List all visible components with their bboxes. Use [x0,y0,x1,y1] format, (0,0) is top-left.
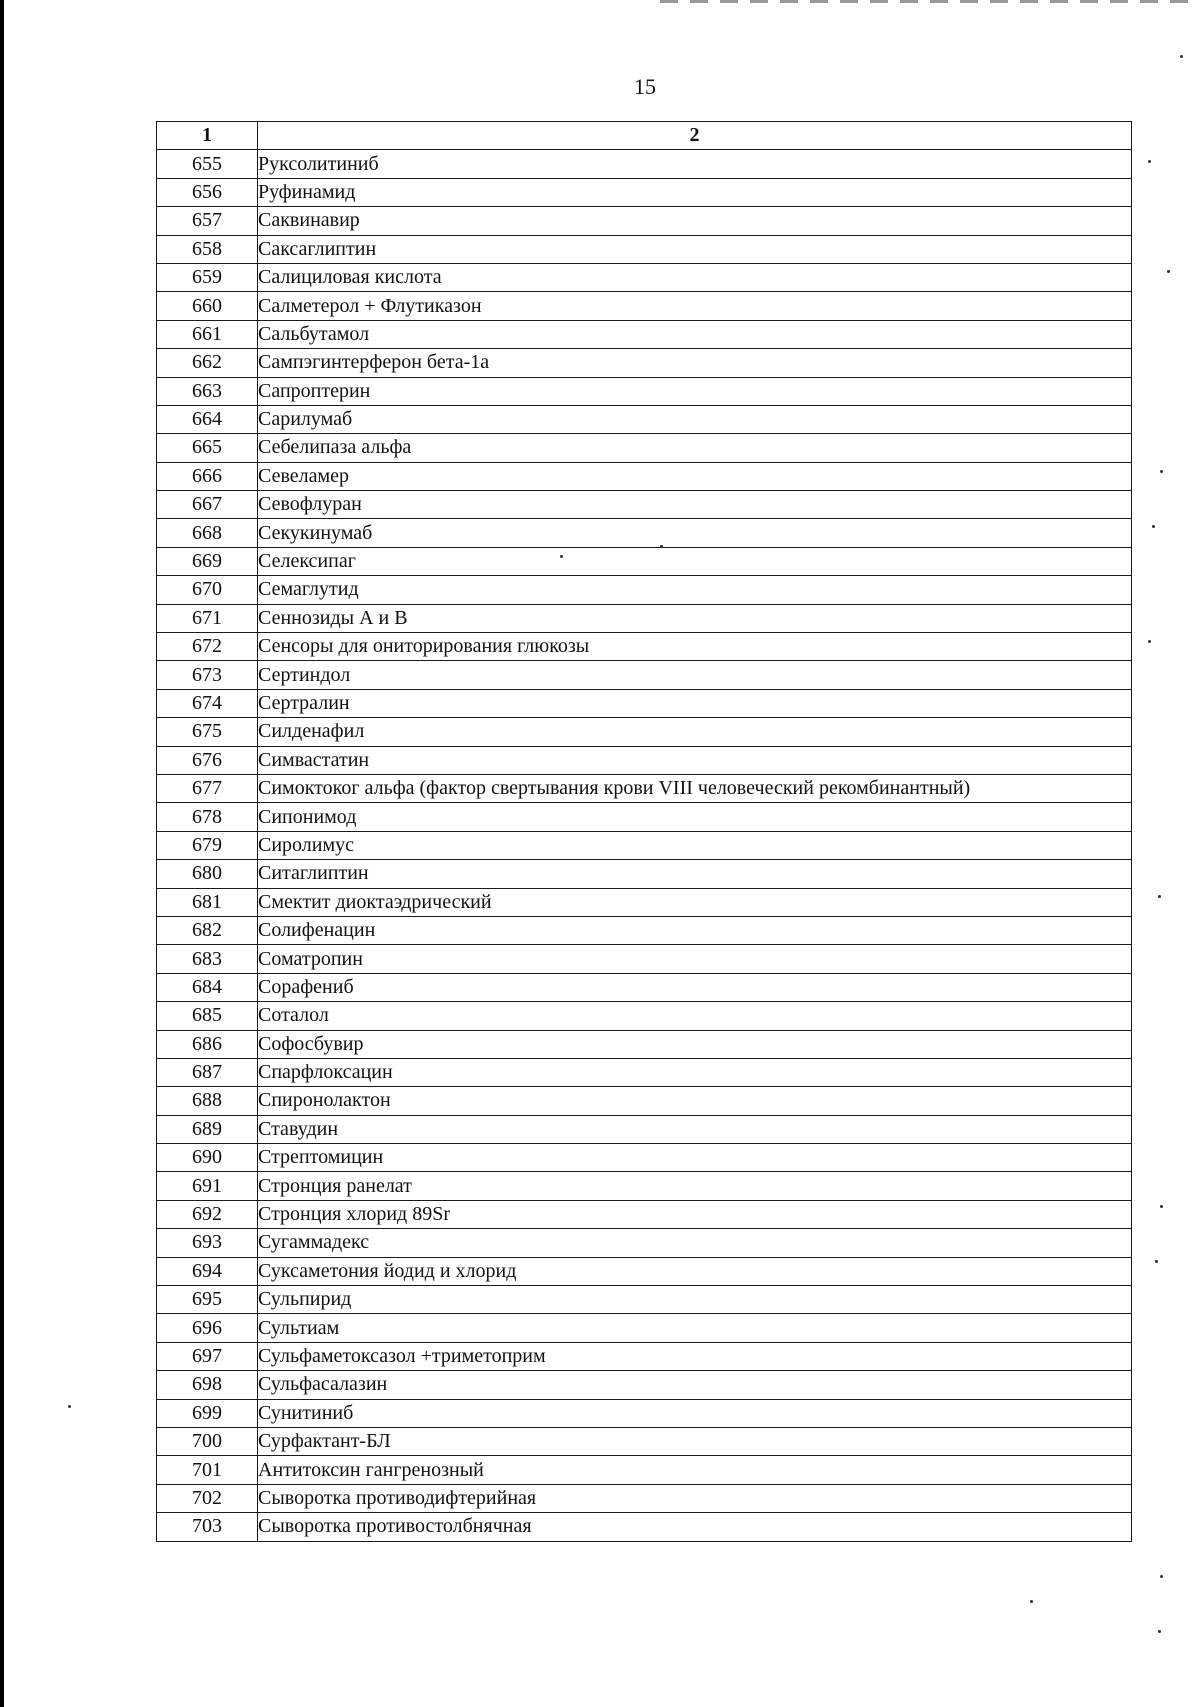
drug-name: Севофлуран [258,491,1132,519]
row-number: 682 [157,916,258,944]
drug-name: Сыворотка противодифтерийная [258,1484,1132,1512]
row-number: 669 [157,547,258,575]
drug-name: Саквинавир [258,207,1132,235]
row-number: 659 [157,263,258,291]
row-number: 692 [157,1200,258,1228]
drug-name: Саксаглиптин [258,235,1132,263]
row-number: 696 [157,1314,258,1342]
table-row [157,888,1132,916]
drug-name: Секукинумаб [258,519,1132,547]
drug-name: Сорафениб [258,973,1132,1001]
row-number: 656 [157,178,258,206]
table-row [157,1229,1132,1257]
table-row [157,1427,1132,1455]
drug-name: Салициловая кислота [258,263,1132,291]
drug-name: Антитоксин гангренозный [258,1456,1132,1484]
table-row [157,1513,1132,1541]
table-row [157,774,1132,802]
drug-name: Соталол [258,1002,1132,1030]
row-number: 695 [157,1286,258,1314]
drug-name: Солифенацин [258,916,1132,944]
drug-name: Симоктоког альфа (фактор свертывания крови VIII человеческий рекомбинантный) [258,774,1132,802]
row-number: 655 [157,150,258,178]
scan-speck [1160,1575,1163,1578]
drug-name: Руфинамид [258,178,1132,206]
table-row [157,1002,1132,1030]
drug-name: Сунитиниб [258,1399,1132,1427]
row-number: 681 [157,888,258,916]
row-number: 690 [157,1144,258,1172]
table-row [157,547,1132,575]
scan-speck [560,555,563,558]
table-row [157,1200,1132,1228]
row-number: 703 [157,1513,258,1541]
table-row [157,263,1132,291]
table-row [157,178,1132,206]
row-number: 672 [157,633,258,661]
drug-name: Сертиндол [258,661,1132,689]
scan-speck [1155,1260,1158,1263]
scan-speck [660,545,663,548]
scan-speck [1160,1205,1163,1208]
table-row [157,1371,1132,1399]
drug-name: Сарилумаб [258,405,1132,433]
table-row [157,405,1132,433]
row-number: 685 [157,1002,258,1030]
drug-name: Сурфактант-БЛ [258,1427,1132,1455]
row-number: 665 [157,434,258,462]
scan-edge [0,0,4,1707]
drug-name: Селексипаг [258,547,1132,575]
table-row [157,689,1132,717]
table-row [157,491,1132,519]
table-row [157,349,1132,377]
drug-name: Сампэгинтерферон бета-1а [258,349,1132,377]
drug-name: Сертралин [258,689,1132,717]
row-number: 702 [157,1484,258,1512]
table-row [157,320,1132,348]
drug-name: Сиролимус [258,831,1132,859]
scan-speck [1158,1630,1161,1633]
row-number: 671 [157,604,258,632]
table-row [157,576,1132,604]
row-number: 668 [157,519,258,547]
drug-name: Сапроптерин [258,377,1132,405]
row-number: 666 [157,462,258,490]
drug-name: Сенсоры для ониторирования глюкозы [258,633,1132,661]
row-number: 660 [157,292,258,320]
scan-speck [1152,525,1155,528]
scan-speck [68,1405,71,1408]
row-number: 670 [157,576,258,604]
row-number: 683 [157,945,258,973]
row-number: 689 [157,1115,258,1143]
drug-name: Себелипаза альфа [258,434,1132,462]
table-row [157,1286,1132,1314]
drug-name: Симвастатин [258,746,1132,774]
row-number: 693 [157,1229,258,1257]
table-row [157,718,1132,746]
table-row [157,1314,1132,1342]
drug-name: Суксаметония йодид и хлорид [258,1257,1132,1285]
row-number: 673 [157,661,258,689]
row-number: 661 [157,320,258,348]
table-header-row [157,122,1132,150]
table-row [157,746,1132,774]
drug-name: Стрептомицин [258,1144,1132,1172]
table-row [157,1058,1132,1086]
row-number: 697 [157,1342,258,1370]
row-number: 678 [157,803,258,831]
drug-name: Спиронолактон [258,1087,1132,1115]
row-number: 674 [157,689,258,717]
row-number: 664 [157,405,258,433]
table-row [157,1399,1132,1427]
drug-name: Семаглутид [258,576,1132,604]
drug-name: Сыворотка противостолбнячная [258,1513,1132,1541]
scan-speck [1030,1600,1033,1603]
drug-name: Стронция ранелат [258,1172,1132,1200]
table-row [157,973,1132,1001]
row-number: 688 [157,1087,258,1115]
table-row [157,1172,1132,1200]
row-number: 699 [157,1399,258,1427]
scan-speck [1167,270,1170,273]
row-number: 676 [157,746,258,774]
table-row [157,945,1132,973]
table-row [157,633,1132,661]
drug-name: Севеламер [258,462,1132,490]
table-row [157,1456,1132,1484]
row-number: 680 [157,860,258,888]
column-header-number: 1 [157,122,258,150]
scan-speck [1158,895,1161,898]
drug-name: Сульфасалазин [258,1371,1132,1399]
drug-name: Сульфаметоксазол +триметоприм [258,1342,1132,1370]
table-row [157,462,1132,490]
row-number: 662 [157,349,258,377]
table-row [157,1030,1132,1058]
drug-name: Силденафил [258,718,1132,746]
table-row [157,803,1132,831]
drug-name: Сеннозиды А и В [258,604,1132,632]
drug-list-table [156,121,1132,1542]
table-row [157,1144,1132,1172]
table-row [157,1342,1132,1370]
drug-name: Соматропин [258,945,1132,973]
row-number: 677 [157,774,258,802]
table-row [157,292,1132,320]
table-row [157,150,1132,178]
table-row [157,1484,1132,1512]
row-number: 700 [157,1427,258,1455]
drug-name: Софосбувир [258,1030,1132,1058]
scan-speck [1160,470,1163,473]
row-number: 687 [157,1058,258,1086]
table-row [157,434,1132,462]
drug-name: Салметерол + Флутиказон [258,292,1132,320]
table-row [157,1257,1132,1285]
row-number: 691 [157,1172,258,1200]
drug-name: Спарфлоксацин [258,1058,1132,1086]
column-header-name: 2 [258,122,1132,150]
table-row [157,831,1132,859]
table-row [157,207,1132,235]
row-number: 658 [157,235,258,263]
row-number: 667 [157,491,258,519]
row-number: 701 [157,1456,258,1484]
row-number: 686 [157,1030,258,1058]
drug-name: Ситаглиптин [258,860,1132,888]
drug-name: Руксолитиниб [258,150,1132,178]
row-number: 675 [157,718,258,746]
row-number: 679 [157,831,258,859]
row-number: 684 [157,973,258,1001]
table-body [157,150,1132,1541]
table-row [157,661,1132,689]
scan-artifact-top [660,0,1200,3]
drug-name: Смектит диоктаэдрический [258,888,1132,916]
table-row [157,519,1132,547]
drug-name: Сугаммадекс [258,1229,1132,1257]
drug-name: Сультиам [258,1314,1132,1342]
row-number: 657 [157,207,258,235]
table-row [157,604,1132,632]
drug-name: Ставудин [258,1115,1132,1143]
drug-name: Сипонимод [258,803,1132,831]
table-row [157,235,1132,263]
row-number: 663 [157,377,258,405]
table-row [157,1115,1132,1143]
row-number: 694 [157,1257,258,1285]
drug-name: Сальбутамол [258,320,1132,348]
row-number: 698 [157,1371,258,1399]
scan-speck [1148,160,1151,163]
scan-speck [1148,640,1151,643]
table-row [157,1087,1132,1115]
table-row [157,916,1132,944]
table-row [157,860,1132,888]
drug-name: Сульпирид [258,1286,1132,1314]
scan-speck [1180,55,1183,58]
table-row [157,377,1132,405]
drug-name: Стронция хлорид 89Sr [258,1200,1132,1228]
page-number: 15 [634,74,656,99]
